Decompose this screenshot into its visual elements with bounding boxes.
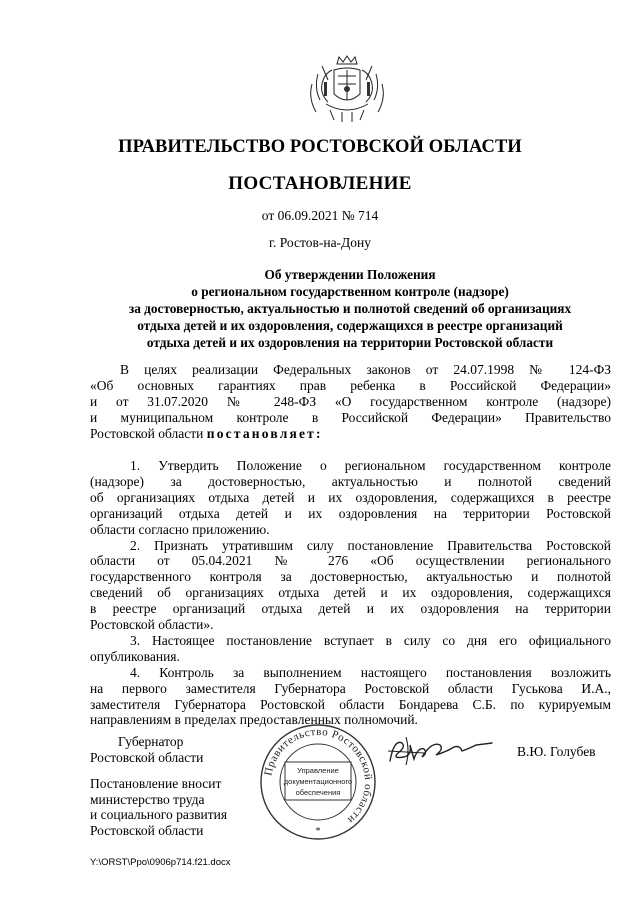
- preamble-last-start: Ростовской области: [90, 425, 207, 441]
- note-line: Ростовской области: [90, 822, 204, 838]
- date-number: от 06.09.2021 № 714: [261, 208, 379, 223]
- seal-inner-line: Управление: [297, 766, 339, 775]
- submission-note: [90, 776, 227, 838]
- seal-ring-text: Правительство Ростовской области: [262, 725, 375, 827]
- item-line: Ростовской области».: [90, 616, 214, 632]
- preamble-line: В целях реализации Федеральных законов от 24.07.1998 № 124-ФЗ: [120, 362, 611, 377]
- handwritten-signature: [384, 731, 496, 771]
- note-line: Постановление вносит: [90, 776, 222, 791]
- title-line: о региональном государственном контроле (надзоре): [191, 284, 509, 299]
- file-path-footer: Y:\ORST\Ppo\0906p714.f21.docx: [90, 857, 231, 868]
- signatory-position: [90, 734, 203, 765]
- preamble-line: [90, 426, 611, 442]
- decree-item-4: [90, 665, 611, 729]
- note-line: и социального развития: [90, 807, 228, 822]
- preamble: [90, 362, 611, 441]
- title-line: отдыха детей и их оздоровления, содержащихся в реестре организаций: [137, 318, 563, 333]
- item-line: 2. Признать утратившим силу постановление Правительства Ростовской: [130, 537, 611, 553]
- item-line: в реестре организаций отдыха детей и их оздоровления на территории: [90, 601, 611, 617]
- position-line: Губернатор: [118, 734, 184, 749]
- decree-item-3: [90, 633, 611, 665]
- item-line: 3. Настоящее постановление вступает в силу со дня его официального: [130, 633, 611, 648]
- coat-of-arms-icon: [304, 54, 390, 124]
- note-line: министерство труда: [90, 791, 205, 807]
- item-line: на первого заместителя Губернатора Ростовской области Гуськова И.А.,: [90, 680, 611, 696]
- document-title: [90, 266, 610, 351]
- seal-star: *: [315, 826, 321, 837]
- item-line: об организациях отдыха детей и их оздоровления, содержащихся в реестре: [90, 489, 611, 505]
- title-line: за достоверностью, актуальностью и полнотой сведений об организациях: [128, 301, 572, 316]
- item-line: (надзоре) за достоверностью, актуальностью и полнотой сведений: [90, 473, 611, 489]
- document-type: ПОСТАНОВЛЕНИЕ: [228, 173, 412, 194]
- position-line: Ростовской области: [90, 749, 204, 765]
- title-line: отдыха детей и их оздоровления на территории Ростовской области: [146, 335, 554, 350]
- decree-item-1: [90, 458, 611, 537]
- preamble-line: «Об основных гарантиях прав ребенка в Российской Федерации»: [90, 377, 611, 393]
- item-line: организаций отдыха детей и их оздоровления на территории Ростовской: [90, 505, 611, 521]
- item-line: сведений об организациях отдыха детей и их оздоровления, содержащихся: [90, 585, 611, 601]
- preamble-line: и муниципальном контроле в Российской Федерации» Правительство: [90, 409, 611, 425]
- government-name: ПРАВИТЕЛЬСТВО РОСТОВСКОЙ ОБЛАСТИ: [118, 137, 522, 157]
- item-line: опубликования.: [90, 648, 180, 664]
- item-line: 4. Контроль за выполнением настоящего постановления возложить: [130, 664, 611, 680]
- decree-word: постановляет:: [206, 425, 323, 441]
- item-line: области согласно приложению.: [90, 521, 270, 537]
- item-line: заместителя Губернатора Ростовской области Бондарева С.Б. по курируемым: [90, 696, 611, 712]
- item-line: 1. Утвердить Положение о региональном государственном контроле: [130, 458, 611, 473]
- item-line: направлениям в пределах предоставленных полномочий.: [90, 712, 418, 728]
- title-line: Об утверждении Положения: [264, 267, 436, 282]
- city: г. Ростов-на-Дону: [268, 235, 371, 250]
- item-line: области от 05.04.2021 № 276 «Об осуществлении регионального: [90, 553, 611, 569]
- signatory-name: В.Ю. Голубев: [517, 744, 596, 759]
- item-line: государственного контроля за достоверностью, актуальностью и полнотой: [90, 569, 611, 585]
- official-seal: [258, 722, 378, 842]
- seal-inner-line: документационного: [283, 777, 353, 786]
- seal-inner-line: обеспечения: [295, 788, 341, 797]
- decree-item-2: [90, 538, 611, 633]
- preamble-line: и от 31.07.2020 № 248-ФЗ «О государственном контроле (надзоре): [90, 393, 611, 409]
